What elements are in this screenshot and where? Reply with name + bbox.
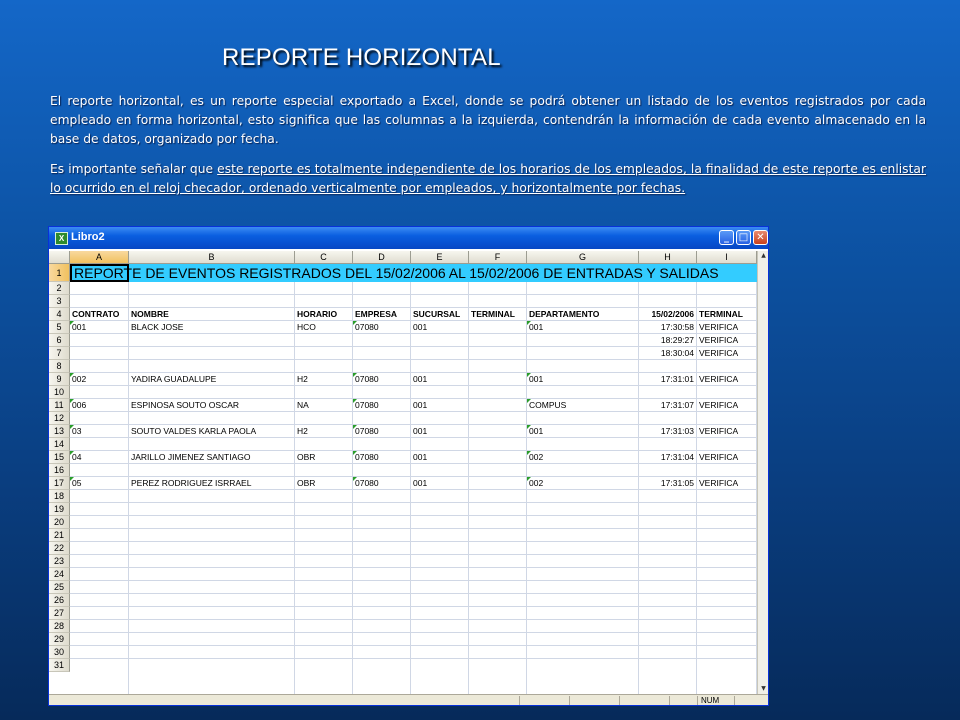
data-cell-terminal[interactable]: VERIFICA <box>699 374 739 384</box>
row-header-11[interactable]: 11 <box>49 399 70 412</box>
gridline <box>70 294 757 295</box>
data-cell-horario[interactable]: NA <box>297 400 309 410</box>
data-cell-sucursal[interactable]: 001 <box>413 478 428 488</box>
status-bar <box>49 694 768 706</box>
text-number-warning-icon <box>70 477 74 481</box>
row-header-23[interactable]: 23 <box>49 555 70 568</box>
data-cell-horario[interactable]: OBR <box>297 452 316 462</box>
column-header-c[interactable]: C <box>295 251 353 264</box>
worksheet-grid[interactable] <box>70 264 757 694</box>
row-header-25[interactable]: 25 <box>49 581 70 594</box>
intro-paragraph: El reporte horizontal, es un reporte especial exportado a Excel, donde se podrá obtener un listado de los eventos registrados por cada empleado en forma horizontal, esto significa que las columnas a la izquierda, contendrán la información de cada evento almacenado en la base de datos, organizado por fecha. <box>50 94 926 146</box>
data-cell-nombre[interactable]: SOUTO VALDES KARLA PAOLA <box>131 426 257 436</box>
data-cell-nombre[interactable]: ESPINOSA SOUTO OSCAR <box>131 400 240 410</box>
select-all-corner[interactable] <box>49 251 70 264</box>
row-header-15[interactable]: 15 <box>49 451 70 464</box>
text-number-warning-icon <box>70 399 74 403</box>
row-header-10[interactable]: 10 <box>49 386 70 399</box>
data-cell-terminal[interactable]: VERIFICA <box>699 400 739 410</box>
data-cell-hora[interactable]: 17:31:05 <box>660 478 694 488</box>
gridline <box>70 580 757 581</box>
header-cell[interactable]: CONTRATO <box>72 309 120 319</box>
text-number-warning-icon <box>70 321 74 325</box>
row-header-24[interactable]: 24 <box>49 568 70 581</box>
data-cell-departamento[interactable]: 001 <box>529 322 544 332</box>
data-cell-contrato[interactable]: 03 <box>72 426 82 436</box>
data-cell-empresa[interactable]: 07080 <box>355 426 379 436</box>
text-number-warning-icon <box>527 451 531 455</box>
data-cell-sucursal[interactable]: 001 <box>413 400 428 410</box>
column-header-h[interactable]: H <box>639 251 697 264</box>
row-header-14[interactable]: 14 <box>49 438 70 451</box>
column-headers <box>49 251 768 264</box>
gridline <box>70 567 757 568</box>
note-underlined-text: este reporte es totalmente independiente de los horarios de los empleados, la finalidad de este reporte es enlistar lo ocurrido en el reloj checador, ordenado verticalmente por empleados, y horizontalmente por fechas. <box>50 162 927 195</box>
header-cell[interactable]: SUCURSAL <box>413 309 461 319</box>
column-header-a[interactable]: A <box>70 251 129 264</box>
row-header-18[interactable]: 18 <box>49 490 70 503</box>
header-cell[interactable]: DEPARTAMENTO <box>529 309 600 319</box>
data-cell-contrato[interactable]: 006 <box>72 400 87 410</box>
status-divider <box>734 696 735 706</box>
column-header-d[interactable]: D <box>353 251 411 264</box>
text-number-warning-icon <box>353 321 357 325</box>
gridline <box>70 502 757 503</box>
column-header-g[interactable]: G <box>527 251 639 264</box>
data-cell-empresa[interactable]: 07080 <box>355 478 379 488</box>
status-divider <box>619 696 620 706</box>
data-cell-departamento[interactable]: COMPUS <box>529 400 567 410</box>
data-cell-contrato[interactable]: 05 <box>72 478 82 488</box>
status-divider <box>669 696 670 706</box>
text-number-warning-icon <box>527 425 531 429</box>
data-cell-nombre[interactable]: JARILLO JIMENEZ SANTIAGO <box>131 452 251 462</box>
data-cell-departamento[interactable]: 001 <box>529 426 544 436</box>
header-cell[interactable]: TERMINAL <box>699 309 743 319</box>
row-header-22[interactable]: 22 <box>49 542 70 555</box>
row-header-30[interactable]: 30 <box>49 646 70 659</box>
text-number-warning-icon <box>527 477 531 481</box>
text-number-warning-icon <box>70 373 74 377</box>
data-cell-horario[interactable]: HCO <box>297 322 316 332</box>
header-cell[interactable]: HORARIO <box>297 309 338 319</box>
gridline <box>70 645 757 646</box>
active-cell-a1[interactable] <box>70 264 129 282</box>
data-cell-departamento[interactable]: 002 <box>529 478 544 488</box>
row-header-2[interactable]: 2 <box>49 282 70 295</box>
data-cell-empresa[interactable]: 07080 <box>355 452 379 462</box>
column-header-b[interactable]: B <box>129 251 295 264</box>
num-lock-indicator: NUM <box>701 696 720 705</box>
text-number-warning-icon <box>527 321 531 325</box>
data-cell-hora[interactable]: 17:31:07 <box>660 400 694 410</box>
row-header-8[interactable]: 8 <box>49 360 70 373</box>
gridline <box>70 658 757 659</box>
close-button[interactable]: ✕ <box>753 230 768 245</box>
row-header-12[interactable]: 12 <box>49 412 70 425</box>
column-header-f[interactable]: F <box>469 251 527 264</box>
gridline <box>70 554 757 555</box>
note-paragraph <box>50 160 926 198</box>
row-header-28[interactable]: 28 <box>49 620 70 633</box>
data-cell-hora[interactable]: 17:31:04 <box>660 452 694 462</box>
row-header-27[interactable]: 27 <box>49 607 70 620</box>
column-header-i[interactable]: I <box>697 251 757 264</box>
data-cell-sucursal[interactable]: 001 <box>413 322 428 332</box>
minimize-button[interactable]: _ <box>719 230 734 245</box>
data-cell-sucursal[interactable]: 001 <box>413 426 428 436</box>
text-number-warning-icon <box>527 373 531 377</box>
gridline <box>70 593 757 594</box>
data-cell-departamento[interactable]: 001 <box>529 374 544 384</box>
gridline <box>70 541 757 542</box>
data-cell-contrato[interactable]: 002 <box>72 374 87 384</box>
row-header-7[interactable]: 7 <box>49 347 70 360</box>
maximize-button[interactable]: □ <box>736 230 751 245</box>
header-cell[interactable]: EMPRESA <box>355 309 398 319</box>
report-banner[interactable]: REPORTE DE EVENTOS REGISTRADOS DEL 15/02/2006 AL 15/02/2006 DE ENTRADAS Y SALIDAS <box>70 264 757 282</box>
data-cell-hora[interactable]: 17:31:03 <box>660 426 694 436</box>
row-header-13[interactable]: 13 <box>49 425 70 438</box>
gridline <box>70 632 757 633</box>
data-cell-terminal[interactable]: VERIFICA <box>699 335 739 345</box>
scroll-down-arrow-icon[interactable]: ▼ <box>761 685 766 692</box>
excel-window <box>48 226 769 706</box>
data-cell-terminal[interactable]: VERIFICA <box>699 478 739 488</box>
data-cell-departamento[interactable]: 002 <box>529 452 544 462</box>
row-header-1[interactable]: 1 <box>49 264 70 282</box>
scroll-up-arrow-icon[interactable]: ▲ <box>761 252 766 259</box>
header-cell[interactable]: 15/02/2006 <box>651 309 694 319</box>
status-divider <box>519 696 520 706</box>
data-cell-nombre[interactable]: YADIRA GUADALUPE <box>131 374 217 384</box>
data-cell-empresa[interactable]: 07080 <box>355 400 379 410</box>
row-header-17[interactable]: 17 <box>49 477 70 490</box>
text-number-warning-icon <box>353 425 357 429</box>
data-cell-terminal[interactable]: VERIFICA <box>699 452 739 462</box>
header-cell[interactable]: TERMINAL <box>471 309 515 319</box>
data-cell-contrato[interactable]: 04 <box>72 452 82 462</box>
row-header-4[interactable]: 4 <box>49 308 70 321</box>
gridline <box>70 528 757 529</box>
vertical-scrollbar[interactable] <box>757 251 768 694</box>
data-cell-empresa[interactable]: 07080 <box>355 322 379 332</box>
text-number-warning-icon <box>353 399 357 403</box>
text-number-warning-icon <box>70 425 74 429</box>
data-cell-terminal[interactable]: VERIFICA <box>699 348 739 358</box>
row-header-5[interactable]: 5 <box>49 321 70 334</box>
row-header-19[interactable]: 19 <box>49 503 70 516</box>
row-header-9[interactable]: 9 <box>49 373 70 386</box>
row-header-31[interactable]: 31 <box>49 659 70 672</box>
data-cell-nombre[interactable]: PEREZ RODRIGUEZ ISRRAEL <box>131 478 252 488</box>
status-divider <box>697 696 698 706</box>
text-number-warning-icon <box>353 451 357 455</box>
row-header-29[interactable]: 29 <box>49 633 70 646</box>
row-header-26[interactable]: 26 <box>49 594 70 607</box>
data-cell-hora[interactable]: 17:31:01 <box>660 374 694 384</box>
note-plain-text: Es importante señalar que <box>50 162 218 176</box>
text-number-warning-icon <box>353 373 357 377</box>
row-header-3[interactable]: 3 <box>49 295 70 308</box>
window-title: Libro2 <box>71 231 105 243</box>
text-number-warning-icon <box>527 399 531 403</box>
window-titlebar[interactable] <box>49 227 768 249</box>
data-cell-terminal[interactable]: VERIFICA <box>699 322 739 332</box>
row-header-21[interactable]: 21 <box>49 529 70 542</box>
data-cell-horario[interactable]: H2 <box>297 374 308 384</box>
data-cell-hora[interactable]: 17:30:58 <box>660 322 694 332</box>
data-cell-sucursal[interactable]: 001 <box>413 374 428 384</box>
data-cell-hora[interactable]: 18:30:04 <box>660 348 694 358</box>
text-number-warning-icon <box>70 451 74 455</box>
data-cell-sucursal[interactable]: 001 <box>413 452 428 462</box>
slide-title: REPORTE HORIZONTAL <box>222 44 501 71</box>
data-cell-horario[interactable]: OBR <box>297 478 316 488</box>
row-header-6[interactable]: 6 <box>49 334 70 347</box>
data-cell-empresa[interactable]: 07080 <box>355 374 379 384</box>
status-divider <box>569 696 570 706</box>
column-header-e[interactable]: E <box>411 251 469 264</box>
excel-icon: X <box>55 232 68 245</box>
data-cell-terminal[interactable]: VERIFICA <box>699 426 739 436</box>
text-number-warning-icon <box>353 477 357 481</box>
header-cell[interactable]: NOMBRE <box>131 309 169 319</box>
gridline <box>70 515 757 516</box>
row-header-16[interactable]: 16 <box>49 464 70 477</box>
gridline <box>70 606 757 607</box>
data-cell-hora[interactable]: 18:29:27 <box>660 335 694 345</box>
data-cell-contrato[interactable]: 001 <box>72 322 87 332</box>
data-cell-nombre[interactable]: BLACK JOSE <box>131 322 184 332</box>
gridline <box>70 619 757 620</box>
row-header-20[interactable]: 20 <box>49 516 70 529</box>
data-cell-horario[interactable]: H2 <box>297 426 308 436</box>
